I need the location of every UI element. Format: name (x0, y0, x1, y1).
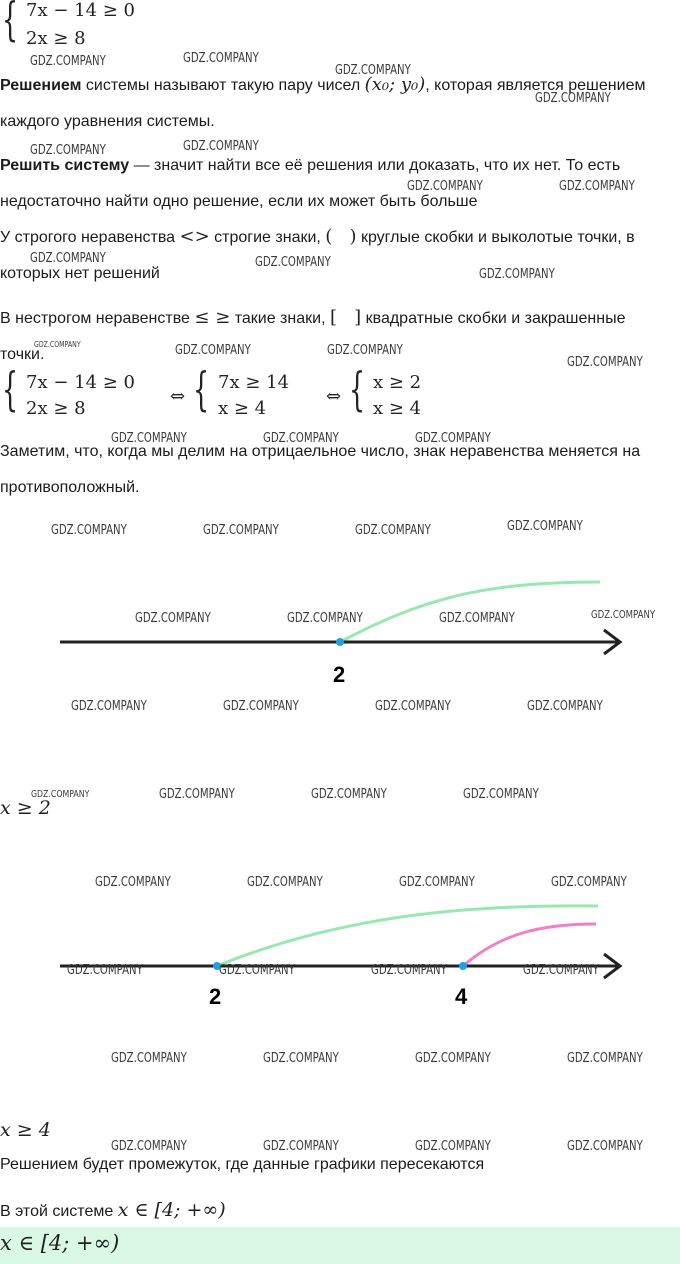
watermark: GDZ.COMPANY (567, 355, 643, 370)
watermark: GDZ.COMPANY (255, 255, 331, 270)
final-paragraph (0, 1192, 670, 1230)
watermark: GDZ.COMPANY (247, 875, 323, 890)
system-b-row2: x ≥ 4 (218, 398, 267, 419)
strict-text3: круглые скобки и выколотые точки, в которых нет решений (0, 229, 635, 282)
definition-text-after: , которая является решением каждого уравнения системы. (0, 77, 646, 130)
watermark: GDZ.COMPANY (34, 340, 81, 349)
watermark: GDZ.COMPANY (407, 179, 483, 194)
point-4-marker (459, 962, 467, 970)
watermark: GDZ.COMPANY (30, 251, 106, 266)
watermark: GDZ.COMPANY (527, 699, 603, 714)
watermark: GDZ.COMPANY (535, 91, 611, 106)
watermark: GDZ.COMPANY (355, 523, 431, 538)
watermark: GDZ.COMPANY (31, 789, 90, 800)
watermark: GDZ.COMPANY (51, 523, 127, 538)
watermark: GDZ.COMPANY (263, 1139, 339, 1154)
final-math: x ∈ [4; +∞) (117, 1199, 226, 1221)
nonstrict-signs: ≤ ≥ (194, 307, 231, 328)
strict-bracket: ( ) (325, 226, 357, 247)
watermark: GDZ.COMPANY (567, 1051, 643, 1066)
watermark: GDZ.COMPANY (219, 963, 295, 978)
system-a-row1: 7x − 14 ≥ 0 (26, 372, 136, 393)
watermark: GDZ.COMPANY (30, 54, 106, 69)
system-top-row1: 7x − 14 ≥ 0 (26, 0, 136, 21)
system-a-row2: 2x ≥ 8 (26, 398, 86, 419)
system-brace-b: { (193, 362, 210, 416)
equiv-sign-2: ⇔ (326, 386, 342, 407)
watermark: GDZ.COMPANY (95, 875, 171, 890)
definition-term: Решением (0, 77, 82, 94)
nonstrict-bracket: [ ] (329, 307, 362, 328)
watermark: GDZ.COMPANY (507, 519, 583, 534)
watermark: GDZ.COMPANY (111, 431, 187, 446)
watermark: GDZ.COMPANY (67, 963, 143, 978)
watermark: GDZ.COMPANY (375, 699, 451, 714)
watermark: GDZ.COMPANY (371, 963, 447, 978)
system-c-row2: x ≥ 4 (373, 398, 422, 419)
system-brace-top: { (2, 0, 19, 46)
watermark: GDZ.COMPANY (135, 611, 211, 626)
system-brace-c: { (349, 362, 366, 416)
definition-pair: (x₀; y₀) (364, 74, 426, 95)
answer-box (0, 1227, 680, 1264)
definition-text-before: системы называют такую пару чисел (81, 77, 365, 94)
caption-2: x ≥ 4 (0, 1119, 51, 1141)
watermark: GDZ.COMPANY (175, 343, 251, 358)
watermark: GDZ.COMPANY (183, 139, 259, 154)
watermark: GDZ.COMPANY (111, 1051, 187, 1066)
watermark: GDZ.COMPANY (111, 1139, 187, 1154)
watermark: GDZ.COMPANY (591, 608, 656, 621)
strict-text2: строгие знаки, (209, 229, 326, 246)
watermark: GDZ.COMPANY (567, 1139, 643, 1154)
number-line-1 (0, 560, 680, 700)
watermark: GDZ.COMPANY (551, 875, 627, 890)
nonstrict-text3: квадратные скобки и закрашенные точки. (0, 310, 626, 363)
watermark: GDZ.COMPANY (287, 611, 363, 626)
watermark: GDZ.COMPANY (415, 1139, 491, 1154)
watermark: GDZ.COMPANY (311, 787, 387, 802)
strict-signs: <> (179, 226, 210, 247)
watermark: GDZ.COMPANY (203, 523, 279, 538)
watermark: GDZ.COMPANY (559, 179, 635, 194)
solve-text: — значит найти все её решения или доказать, что их нет. То есть недостаточно найти одно решение, если их может быть больше (0, 157, 621, 210)
watermark: GDZ.COMPANY (223, 699, 299, 714)
point-4-label: 4 (455, 984, 468, 1009)
watermark: GDZ.COMPANY (523, 963, 599, 978)
solve-term: Решить систему (0, 157, 130, 174)
watermark: GDZ.COMPANY (479, 267, 555, 282)
answer-text: x ∈ [4; +∞) (0, 1231, 120, 1255)
point-2-marker (336, 638, 344, 646)
number-line-2-svg (0, 884, 680, 1024)
watermark: GDZ.COMPANY (439, 611, 515, 626)
watermark: GDZ.COMPANY (30, 143, 106, 158)
watermark: GDZ.COMPANY (415, 431, 491, 446)
watermark: GDZ.COMPANY (263, 431, 339, 446)
system-b-row1: 7x ≥ 14 (218, 372, 290, 393)
watermark: GDZ.COMPANY (335, 63, 411, 78)
point-2-label-b: 2 (209, 984, 222, 1009)
range-curve-pink-2 (463, 924, 596, 966)
watermark: GDZ.COMPANY (415, 1051, 491, 1066)
note-paragraph: Заметим, что, когда мы делим на отрицаельное число, знак неравенства меняется на противоположный. (0, 443, 641, 496)
watermark: GDZ.COMPANY (327, 343, 403, 358)
number-line-1-svg (0, 560, 680, 700)
conclusion-paragraph: Решением будет промежуток, где данные графики пересекаются (0, 1156, 485, 1173)
caption-1: x ≥ 2 (0, 797, 51, 819)
watermark: GDZ.COMPANY (71, 699, 147, 714)
equiv-sign-1: ⇔ (170, 386, 186, 407)
system-c-row1: x ≥ 2 (373, 372, 422, 393)
system-top-row2: 2x ≥ 8 (26, 28, 86, 49)
point-2-label: 2 (333, 662, 346, 687)
watermark: GDZ.COMPANY (183, 51, 259, 66)
nonstrict-text2: такие знаки, (230, 310, 330, 327)
watermark: GDZ.COMPANY (399, 875, 475, 890)
watermark: GDZ.COMPANY (263, 1051, 339, 1066)
watermark: GDZ.COMPANY (159, 787, 235, 802)
strict-text1: У строгого неравенства (0, 229, 180, 246)
nonstrict-text1: В нестрогом неравенстве (0, 310, 195, 327)
number-line-2 (0, 884, 680, 1024)
range-curve-green-2 (217, 906, 598, 966)
system-brace-a: { (2, 362, 19, 416)
final-text: В этой системе (0, 1203, 118, 1220)
watermark: GDZ.COMPANY (463, 787, 539, 802)
